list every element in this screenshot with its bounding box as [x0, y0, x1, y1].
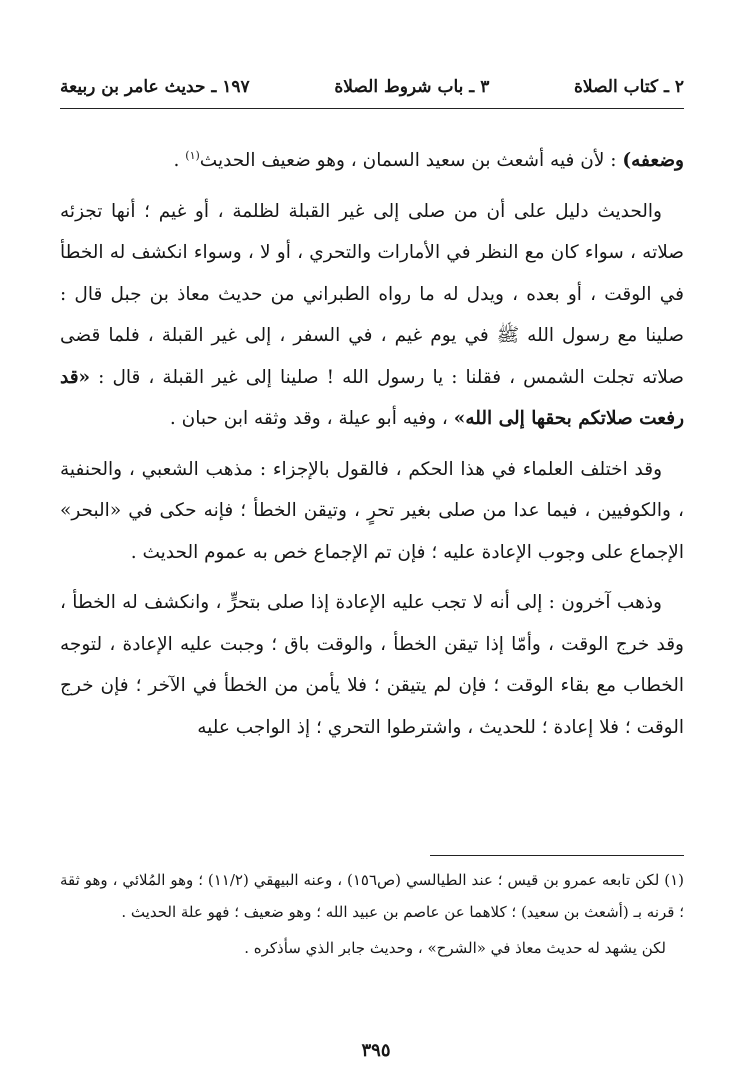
footnote-divider — [430, 855, 684, 856]
header-book-title: ٢ ـ كتاب الصلاة — [574, 77, 684, 97]
paragraph-2-text-a: والحديث دليل على أن من صلى إلى غير القبلة لظلمة ، أو غيم ؛ أنها تجزئه صلاته ، سواء كان مع النظر في الأمارات والتحري ، أو لا ، وسواء انكشف له الخطأ في الوقت ، أو بعده ، ويدل له ما رواه الطبراني من حديث معاذ بن جبل قال : صلينا مع رسول الله ﷺ في يوم غيم ، في السفر ، إلى غير القبلة ، فلما قضى صلاته تجلت الشمس ، فقلنا : يا رسول الله ! صلينا إلى غير القبلة ، قال : — [60, 200, 684, 388]
footnote-1-continuation: لكن يشهد له حديث معاذ في «الشرح» ، وحديث جابر الذي سأذكره . — [244, 939, 666, 957]
header-divider — [60, 108, 684, 109]
paragraph-4: وذهب آخرون : إلى أنه لا تجب عليه الإعادة إذا صلى بتحرٍّ ، وانكشف له الخطأ ، وقد خرج الوقت ، وأمّا إذا تيقن الخطأ ، والوقت باق ؛ وجبت عليه الإعادة ، لتوجه الخطاب مع بقاء الوقت ؛ فإن لم يتيقن ؛ فلا يأمن من الخطأ في الآخر ؛ فإن خرج الوقت ؛ فلا إعادة ؛ للحديث ، واشترطوا التحري ؛ إذ الواجب عليه — [60, 592, 684, 738]
paragraph-1-end: . — [173, 150, 186, 171]
header-hadith-title: ١٩٧ ـ حديث عامر بن ربيعة — [60, 77, 250, 97]
paragraph-2-hadith-quote: «قد رفعت صلاتكم بحقها إلى الله» — [60, 366, 684, 429]
paragraph-1 — [60, 140, 684, 182]
main-text — [60, 140, 684, 757]
footnotes — [60, 864, 684, 964]
running-header — [60, 70, 684, 104]
footnote-ref-1: (١) — [185, 148, 200, 162]
footnote-1: (١) لكن تابعه عمرو بن قيس ؛ عند الطيالسي (ص١٥٦) ، وعنه البيهقي (١١/٢) ؛ وهو المُلائي ، وهو ثقة ؛ قرنه بـ (أشعث بن سعيد) ؛ كلاهما عن عاصم بن عبيد الله ؛ وهو ضعيف ؛ فهو علة الحديث . — [60, 871, 684, 921]
paragraph-1-text: : لأن فيه أشعث بن سعيد السمان ، وهو ضعيف الحديث — [199, 150, 623, 171]
page-number: ٣٩٥ — [361, 1040, 391, 1061]
paragraph-3: وقد اختلف العلماء في هذا الحكم ، فالقول بالإجزاء : مذهب الشعبي ، والحنفية ، والكوفيين ، فيما عدا من صلى بغير تحرٍ ، وتيقن الخطأ ؛ فإنه حكى في «البحر» الإجماع على وجوب الإعادة عليه ؛ فإن تم الإجماع خص به عموم الحديث . — [60, 458, 684, 563]
paragraph-2 — [60, 191, 684, 440]
paragraph-2-text-b: ، وفيه أبو عيلة ، وقد وثقه ابن حبان . — [169, 408, 454, 429]
paragraph-1-bold-lead: وضعفه) — [622, 150, 684, 171]
header-chapter-title: ٣ ـ باب شروط الصلاة — [334, 77, 490, 97]
